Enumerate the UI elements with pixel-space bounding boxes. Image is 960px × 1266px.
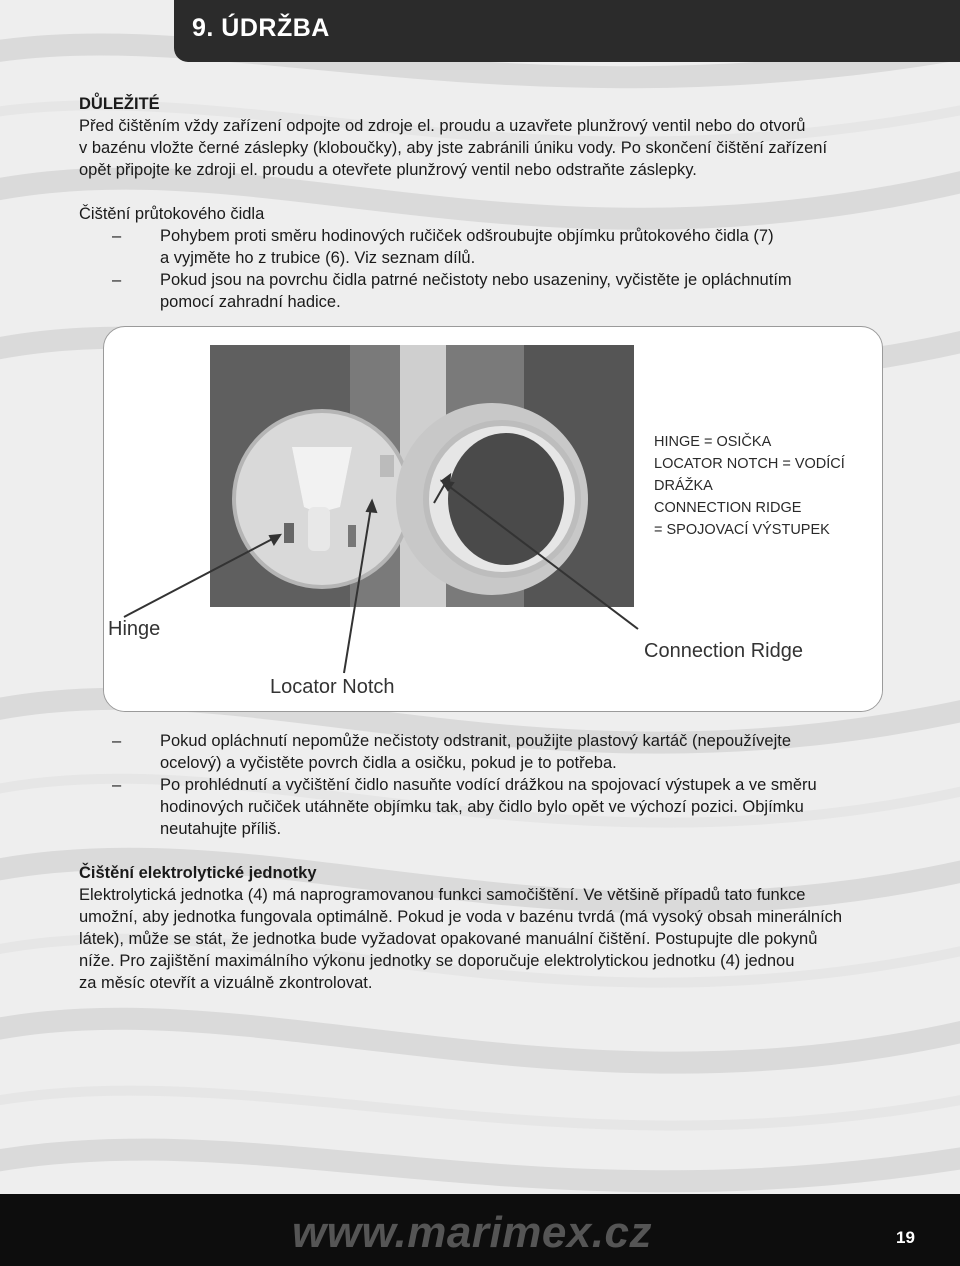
list-item-line: Pokud jsou na povrchu čidla patrné nečistoty nebo usazeniny, vyčistěte je opláchnutím xyxy=(160,271,792,289)
list-item-line: pomocí zahradní hadice. xyxy=(160,293,341,311)
connection-ridge-label: Connection Ridge xyxy=(644,640,803,662)
electrolytic-heading: Čištění elektrolytické jednotky xyxy=(79,864,317,882)
legend-line: HINGE = OSIČKA xyxy=(654,434,772,450)
sensor-cleaning-heading: Čištění průtokového čidla xyxy=(79,205,265,223)
important-line-2: v bazénu vložte černé záslepky (kloboučky), aby jste zabránili úniku vody. Po skončení čištění zařízení xyxy=(79,139,828,157)
electrolytic-line-5: za měsíc otevřít a vizuálně zkontrolovat. xyxy=(79,974,373,992)
section-header-bar xyxy=(174,0,960,62)
figure-legend xyxy=(654,431,874,541)
important-heading: DŮLEŽITÉ xyxy=(79,95,160,113)
section-title: 9. ÚDRŽBA xyxy=(192,14,330,42)
list-item-line: ocelový) a vyčistěte povrch čidla a osičku, pokud je to potřeba. xyxy=(160,754,617,772)
list-dash: – xyxy=(112,271,122,289)
electrolytic-line-3: látek), může se stát, že jednotka bude vyžadovat opakované manuální čištění. Postupujte dle pokynů xyxy=(79,930,818,948)
list-item-line: a vyjměte ho z trubice (6). Viz seznam dílů. xyxy=(160,249,476,267)
list-item-line: Po prohlédnutí a vyčištění čidlo nasuňte vodící drážkou na spojovací výstupek a ve směru xyxy=(160,776,817,794)
list-item-line: neutahujte příliš. xyxy=(160,820,282,838)
list-dash: – xyxy=(112,227,122,245)
list-item-line: Pokud opláchnutí nepomůže nečistoty odstranit, použijte plastový kartáč (nepoužívejte xyxy=(160,732,792,750)
hinge-label: Hinge xyxy=(108,618,161,640)
important-line-3: opět připojte ke zdroji el. proudu a otevřete plunžrový ventil nebo odstraňte záslepky. xyxy=(79,161,697,179)
list-item-line: hodinových ručiček utáhněte objímku tak, aby čidlo bylo opět ve výchozí pozici. Objímku xyxy=(160,798,804,816)
sensor-figure xyxy=(103,326,883,712)
legend-line: LOCATOR NOTCH = VODÍCÍ xyxy=(654,456,845,472)
legend-line: CONNECTION RIDGE xyxy=(654,500,802,516)
list-dash: – xyxy=(112,732,122,750)
footer-url[interactable]: www.marimex.cz xyxy=(292,1208,652,1257)
legend-line: = SPOJOVACÍ VÝSTUPEK xyxy=(654,522,830,538)
legend-line: DRÁŽKA xyxy=(654,478,713,494)
electrolytic-line-4: níže. Pro zajištění maximálního výkonu jednotky se doporučuje elektrolytickou jednotku (4) jednou xyxy=(79,952,795,970)
list-dash: – xyxy=(112,776,122,794)
page-footer xyxy=(0,1194,960,1266)
important-line-1: Před čištěním vždy zařízení odpojte od zdroje el. proudu a uzavřete plunžrový ventil nebo do otvorů xyxy=(79,117,806,135)
page-number: 19 xyxy=(896,1228,915,1247)
electrolytic-line-2: umožní, aby jednotka fungovala optimálně. Pokud je voda v bazénu tvrdá (má vysoký obsah minerálních xyxy=(79,908,843,926)
list-item-line: Pohybem proti směru hodinových ručiček odšroubujte objímku průtokového čidla (7) xyxy=(160,227,774,245)
electrolytic-line-1: Elektrolytická jednotka (4) má naprogramovanou funkci samočištění. Ve většině případů tato funkce xyxy=(79,886,806,904)
locator-notch-label: Locator Notch xyxy=(270,676,395,698)
